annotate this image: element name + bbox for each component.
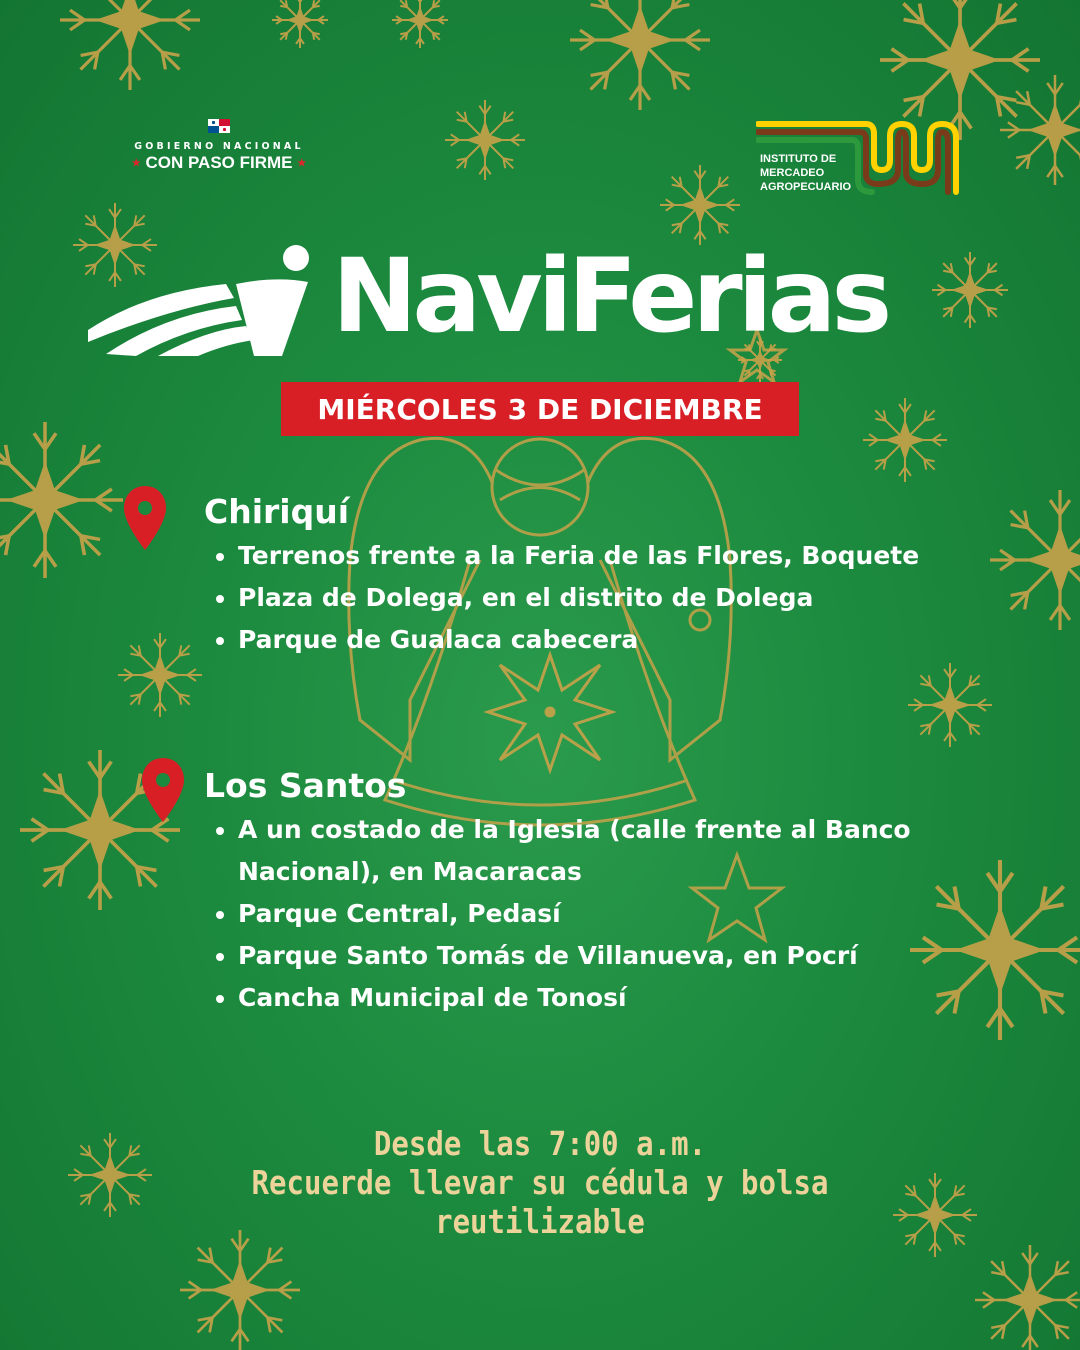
field-swoosh-icon bbox=[86, 232, 336, 368]
snowflake-icon bbox=[0, 422, 123, 578]
snowflake-icon bbox=[118, 633, 202, 717]
title-block bbox=[86, 232, 946, 368]
section-heading: Chiriquí bbox=[204, 492, 350, 531]
footer-time: Desde las 7:00 a.m. bbox=[373, 1124, 707, 1163]
page-title: NaviFerias bbox=[332, 237, 888, 356]
section-los-santos bbox=[204, 766, 964, 1019]
snowflake-icon bbox=[445, 100, 525, 180]
government-logo bbox=[110, 118, 328, 173]
ima-line-1: INSTITUTO DE bbox=[760, 153, 837, 165]
list-item: • Cancha Municipal de Tonosí bbox=[238, 977, 964, 1019]
snowflake-icon bbox=[990, 490, 1080, 630]
government-label: GOBIERNO NACIONAL bbox=[134, 141, 304, 152]
list-item: • Parque de Gualaca cabecera bbox=[238, 619, 994, 661]
snowflake-icon bbox=[60, 0, 200, 90]
list-item: • A un costado de la Iglesia (calle frente al Banco Nacional), en Macaracas bbox=[238, 809, 964, 893]
footer-note bbox=[188, 1124, 892, 1241]
snowflake-icon bbox=[908, 663, 992, 747]
snowflake-icon bbox=[975, 1245, 1080, 1350]
snowflake-icon bbox=[392, 0, 448, 48]
snowflake-icon bbox=[893, 1173, 977, 1257]
panama-flag-icon bbox=[208, 119, 230, 133]
snowflake-icon bbox=[570, 0, 710, 110]
location-pin-icon bbox=[122, 484, 168, 552]
section-heading: Los Santos bbox=[204, 766, 407, 805]
section-chiriqui bbox=[204, 492, 994, 661]
footer-reminder: Recuerde llevar su cédula y bolsa bbox=[251, 1163, 829, 1202]
ima-line-3: AGROPECUARIO bbox=[760, 181, 852, 193]
location-pin-icon bbox=[140, 756, 186, 824]
ima-line-2: MERCADEO bbox=[760, 167, 825, 179]
date-banner: MIÉRCOLES 3 DE DICIEMBRE bbox=[281, 382, 799, 436]
list-item: • Terrenos frente a la Feria de las Flores, Boquete bbox=[238, 535, 994, 577]
snowflake-icon bbox=[863, 398, 947, 482]
slogan-text: CON PASO FIRME bbox=[145, 153, 293, 172]
list-item: • Parque Central, Pedasí bbox=[238, 893, 964, 935]
location-list bbox=[204, 809, 964, 1019]
star-icon: ★ bbox=[131, 158, 141, 169]
snowflake-icon bbox=[68, 1133, 152, 1217]
list-item: • Plaza de Dolega, en el distrito de Dolega bbox=[238, 577, 994, 619]
snowflake-icon bbox=[1000, 75, 1080, 185]
government-slogan bbox=[110, 153, 328, 173]
list-item: • Parque Santo Tomás de Villanueva, en Pocrí bbox=[238, 935, 964, 977]
snowflake-icon bbox=[272, 0, 328, 48]
snowflake-icon bbox=[180, 1230, 300, 1350]
angel-star-decoration bbox=[488, 655, 612, 770]
location-list bbox=[204, 535, 994, 661]
ima-logo-text bbox=[760, 152, 851, 194]
footer-reminder-cont: reutilizable bbox=[435, 1202, 645, 1241]
star-icon: ★ bbox=[297, 158, 307, 169]
